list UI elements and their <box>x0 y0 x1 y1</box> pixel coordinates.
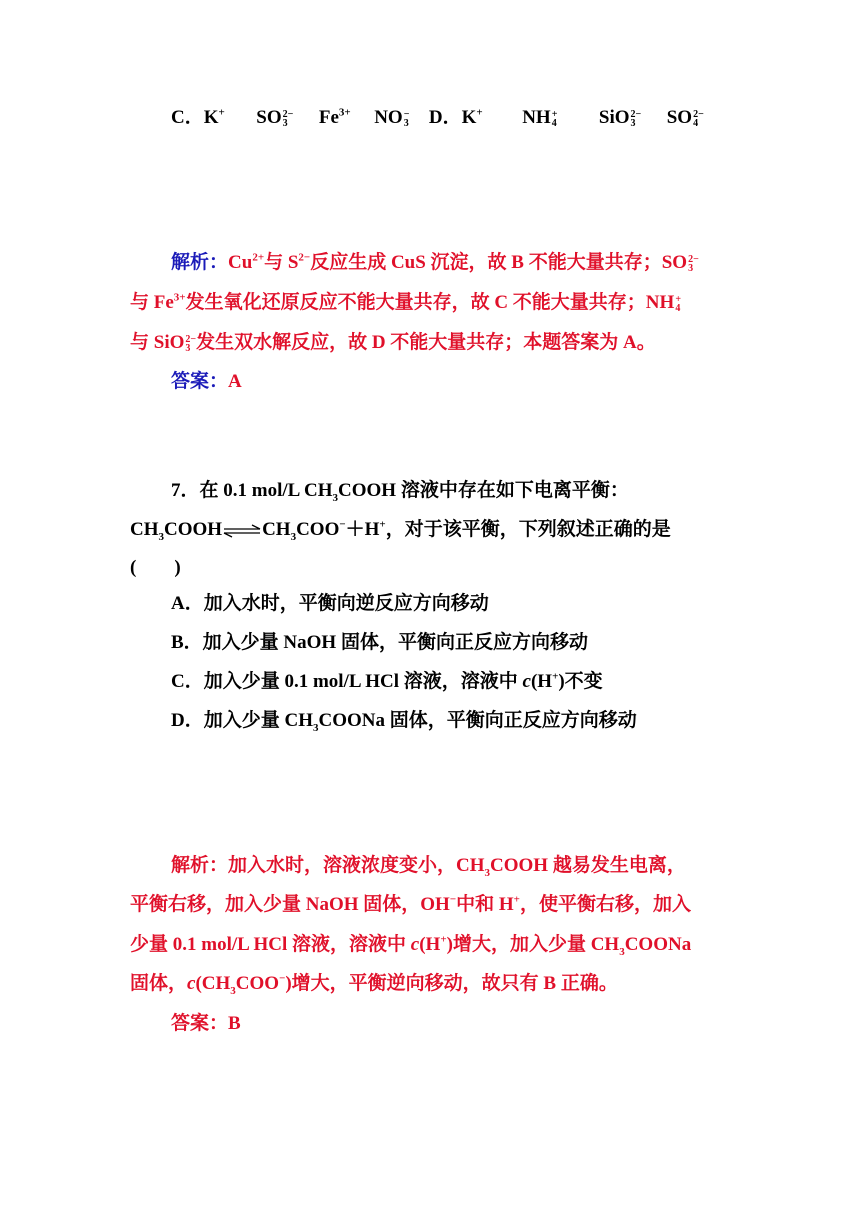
q7-blank: ( ) <box>130 557 181 578</box>
analysis6-line1: 解析：$Cu^{2+}$与 $S^{2-}$反应生成 CuS 沉淀，故 B 不能大量共存；SO 2− 3 <box>171 251 699 274</box>
analysis7-line3: 少量 0.1 mol/L HCl 溶液，溶液中 c(H+)增大，加入少量 $CH_3COONa$ <box>130 933 692 958</box>
answer7 <box>171 1014 241 1033</box>
ion-no3: NO − 3 <box>374 107 410 129</box>
analysis7-line2: 平衡右移，加入少量 NaOH 固体，OH−中和 H+，使平衡右移，加入 <box>130 893 691 915</box>
ion-sio3: SiO 2− 3 <box>598 107 642 129</box>
q7-option-c: C．加入少量 0.1 mol/L HCl 溶液，溶液中 c(H+)不变 <box>171 670 603 692</box>
option-d-label: D． <box>428 107 462 128</box>
option-c-label: C． <box>171 107 204 128</box>
answer7-label: 答案： <box>171 1013 229 1034</box>
q7-intro: 7．在 0.1 mol/L $CH_3COOH$ 溶液中存在如下电离平衡： <box>171 480 629 504</box>
q7-option-d: D．加入少量 $CH_3COONa$ 固体，平衡向正反应方向移动 <box>171 710 637 734</box>
ion-so3: SO 2− 3 <box>256 107 294 129</box>
ion-k-d: K+ <box>461 106 483 128</box>
ion-nh4: NH + 4 <box>522 107 558 129</box>
answer7-value: B <box>228 1013 241 1034</box>
option-c-line <box>171 108 704 128</box>
q7-equation: $CH_3COOH$ $CH_3COO^-+H^+$，对于该平衡，下列叙述正确的是 <box>130 518 671 543</box>
ion-so4: SO 2− 4 <box>666 107 704 129</box>
analysis-label: 解析： <box>171 252 229 273</box>
answer6 <box>171 372 242 391</box>
analysis6-line3: 与 SiO 2− 3 发生双水解反应，故 D 不能大量共存；本题答案为 A。 <box>130 332 656 354</box>
ion-k: K+ <box>203 106 225 128</box>
q7-option-a: A．加入水时，平衡向逆反应方向移动 <box>171 593 489 614</box>
answer-value: A <box>228 371 242 392</box>
q7-option-b: B．加入少量 NaOH 固体，平衡向正反应方向移动 <box>171 632 588 653</box>
analysis7-line1: 解析：加入水时，溶液浓度变小，$CH_3COOH$ 越易发生电离， <box>171 855 686 879</box>
ion-fe: $Fe^{3+}$ <box>318 106 351 128</box>
answer-label: 答案： <box>171 371 229 392</box>
equilibrium-arrow-icon <box>222 524 262 538</box>
analysis7-label: 解析： <box>171 855 229 876</box>
analysis6-line2: 与 $Fe^{3+}$发生氧化还原反应不能大量共存，故 C 不能大量共存；NH + 4 <box>130 291 682 314</box>
analysis7-line4: 固体，$c(CH_3COO^-)$增大，平衡逆向移动，故只有 B 正确。 <box>130 972 618 997</box>
